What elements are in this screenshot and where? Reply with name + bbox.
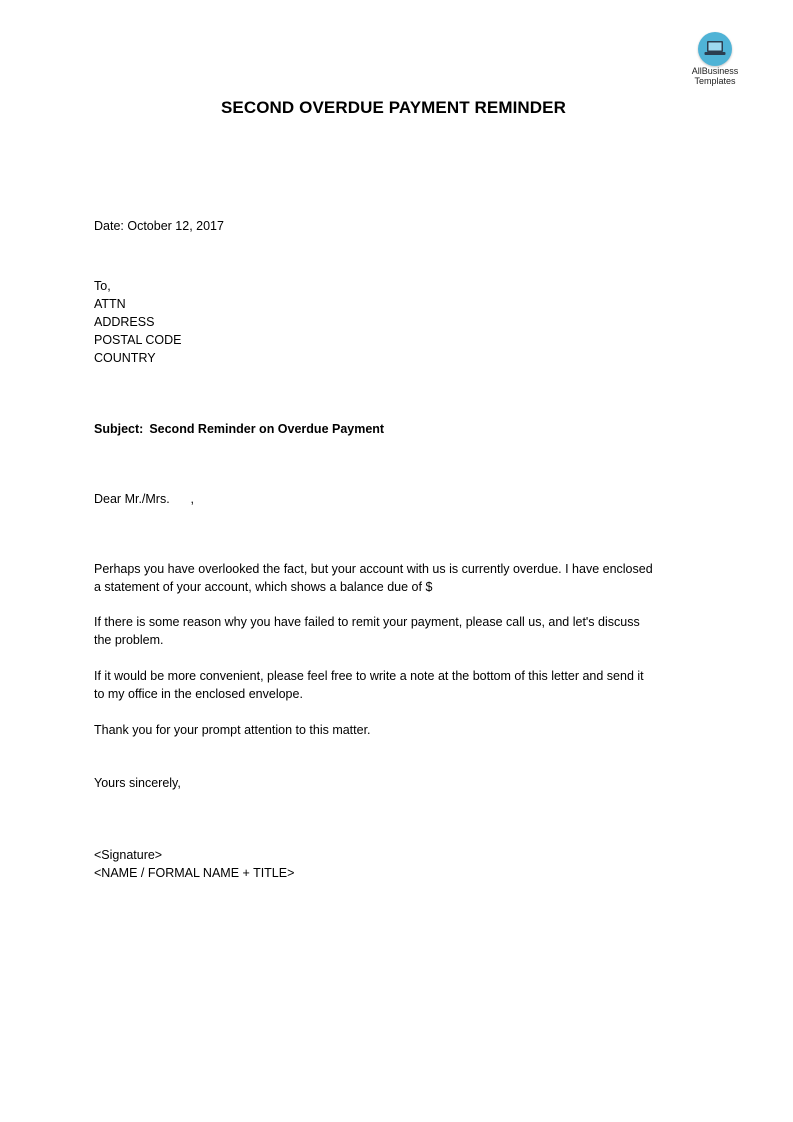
paragraph-2 bbox=[94, 613, 704, 649]
logo-line-2: Templates bbox=[694, 75, 736, 86]
logo-text bbox=[683, 67, 747, 86]
signature-placeholder: <Signature> bbox=[94, 848, 163, 862]
signer-name: <NAME / FORMAL NAME + TITLE> bbox=[94, 866, 295, 880]
letter-date: Date: October 12, 2017 bbox=[94, 219, 224, 233]
document-title: SECOND OVERDUE PAYMENT REMINDER bbox=[220, 98, 567, 117]
paragraph-2-line-1: If there is some reason why you have failed to remit your payment, please call us, and let's discuss bbox=[94, 615, 640, 629]
recipient-country: COUNTRY bbox=[94, 351, 156, 365]
paragraph-1-line-2: a statement of your account, which shows a balance due of $ bbox=[94, 580, 433, 594]
salutation: Dear Mr./Mrs. , bbox=[94, 492, 195, 506]
paragraph-1 bbox=[94, 560, 704, 596]
subject-text: Second Reminder on Overdue Payment bbox=[149, 422, 385, 436]
paragraph-2-line-2: the problem. bbox=[94, 633, 164, 647]
paragraph-1-line-1: Perhaps you have overlooked the fact, but your account with us is currently overdue. I have enclosed bbox=[94, 562, 653, 576]
recipient-to: To, bbox=[94, 279, 111, 293]
laptop-icon bbox=[698, 32, 732, 66]
paragraph-3-line-2: to my office in the enclosed envelope. bbox=[94, 687, 303, 701]
logo-line-1: AllBusiness bbox=[691, 66, 739, 76]
recipient-attn: ATTN bbox=[94, 297, 126, 311]
subject-line bbox=[94, 420, 384, 438]
paragraph-3-line-1: If it would be more convenient, please feel free to write a note at the bottom of this letter and send it bbox=[94, 669, 644, 683]
closing: Yours sincerely, bbox=[94, 776, 181, 790]
recipient-address: ADDRESS bbox=[94, 315, 155, 329]
brand-logo bbox=[683, 32, 747, 86]
recipient-postal-code: POSTAL CODE bbox=[94, 333, 182, 347]
subject-label: Subject: bbox=[94, 422, 144, 436]
paragraph-3 bbox=[94, 667, 704, 703]
paragraph-4: Thank you for your prompt attention to this matter. bbox=[94, 723, 371, 737]
